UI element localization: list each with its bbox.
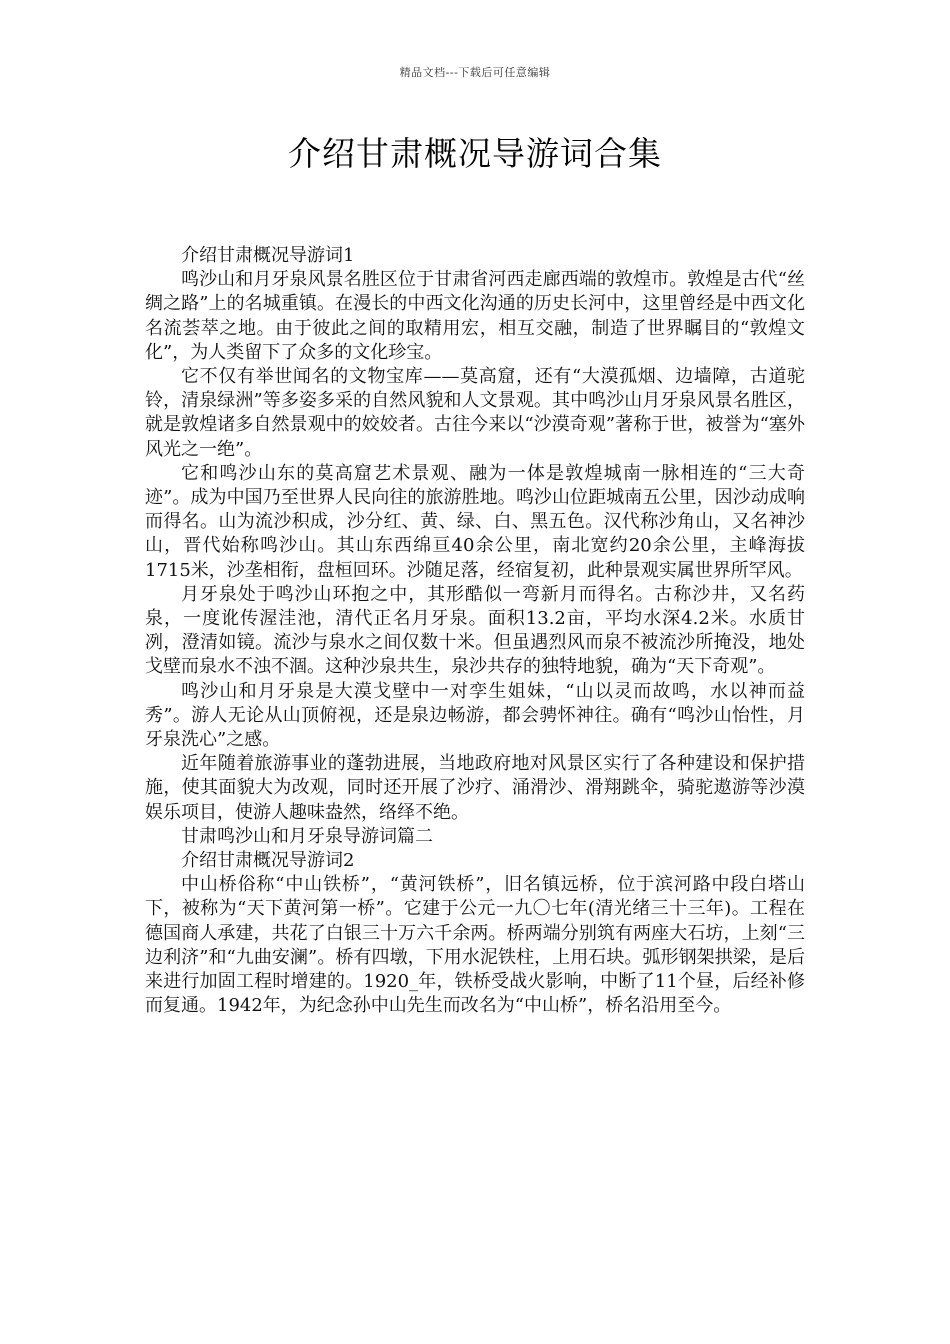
section-heading-part-2: 甘肃鸣沙山和月牙泉导游词篇二 [181, 825, 433, 847]
page-header: 精品文档---下载后可任意编辑 [399, 66, 551, 79]
paragraph: 中山桥俗称“中山铁桥”，“黄河铁桥”，旧名镇远桥，位于滨河路中段白塔山下，被称为“天下黄河第一桥”。它建于公元一九〇七年(清光绪三十三年)。工程在德国商人承建，共花了白银三十万六千余两。桥两端分别筑有两座大石坊，上刻“三边利济”和“九曲安澜”。桥有四墩，下用水泥铁柱，上用石块。弧形钢架拱梁，是后来进行加固工程时增建的。1920_年，铁桥受战火影响，中断了11个昼，后经补修而复通。1942年，为纪念孙中山先生而改名为“中山桥”，桥名沿用至今。 [145, 874, 805, 1017]
paragraph: 鸣沙山和月牙泉风景名胜区位于甘肃省河西走廊西端的敦煌市。敦煌是古代“丝绸之路”上的名城重镇。在漫长的中西文化沟通的历史长河中，这里曾经是中西文化名流荟萃之地。由于彼此之间的取精用宏，相互交融，制造了世界瞩目的“敦煌文化”，为人类留下了众多的文化珍宝。 [145, 269, 805, 363]
paragraph: 它和鸣沙山东的莫高窟艺术景观、融为一体是敦煌城南一脉相连的“三大奇迹”。成为中国乃至世界人民向往的旅游胜地。鸣沙山位距城南五公里，因沙动成响而得名。山为流沙积成，沙分红、黄、绿、白、黑五色。汉代称沙角山，又名神沙山，晋代始称鸣沙山。其山东西绵亘40余公里，南北宽约20余公里，主峰海拔1715米，沙垄相衔，盘桓回环。沙随足落，经宿复初，此种景观实属世界所罕风。 [145, 462, 805, 581]
document-body [145, 244, 805, 1019]
paragraph: 近年随着旅游事业的蓬勃进展，当地政府地对风景区实行了各种建设和保护措施，使其面貌大为改观，同时还开展了沙疗、涌滑沙、滑翔跳伞，骑驼遨游等沙漠娱乐项目，使游人趣味盎然，络绎不绝。 [145, 753, 805, 823]
paragraph: 它不仅有举世闻名的文物宝库——莫高窟，还有“大漠孤烟、边墙障，古道驼铃，清泉绿洲”等多姿多采的自然风貌和人文景观。其中鸣沙山月牙泉风景名胜区，就是敦煌诸多自然景观中的姣姣者。古往今来以“沙漠奇观”著称于世，被誉为“塞外风光之一绝”。 [145, 366, 805, 460]
section-heading-2: 介绍甘肃概况导游词2 [181, 850, 355, 872]
section-heading-1: 介绍甘肃概况导游词1 [181, 245, 355, 266]
paragraph: 月牙泉处于鸣沙山环抱之中，其形酷似一弯新月而得名。古称沙井，又名药泉，一度讹传渥洼池，清代正名月牙泉。面积13.2亩，平均水深4.2米。水质甘冽，澄清如镜。流沙与泉水之间仅数十米。但虽遇烈风而泉不被流沙所掩没，地处戈壁而泉水不浊不涸。这种沙泉共生，泉沙共存的独特地貌，确为“天下奇观”。 [145, 583, 805, 678]
paragraph: 鸣沙山和月牙泉是大漠戈壁中一对孪生姐妹，“山以灵而故鸣，水以神而益秀”。游人无论从山顶俯视，还是泉边畅游，都会骋怀神往。确有“鸣沙山怡性，月牙泉洗心”之感。 [145, 680, 805, 751]
document-title: 介绍甘肃概况导游词合集 [288, 134, 662, 173]
